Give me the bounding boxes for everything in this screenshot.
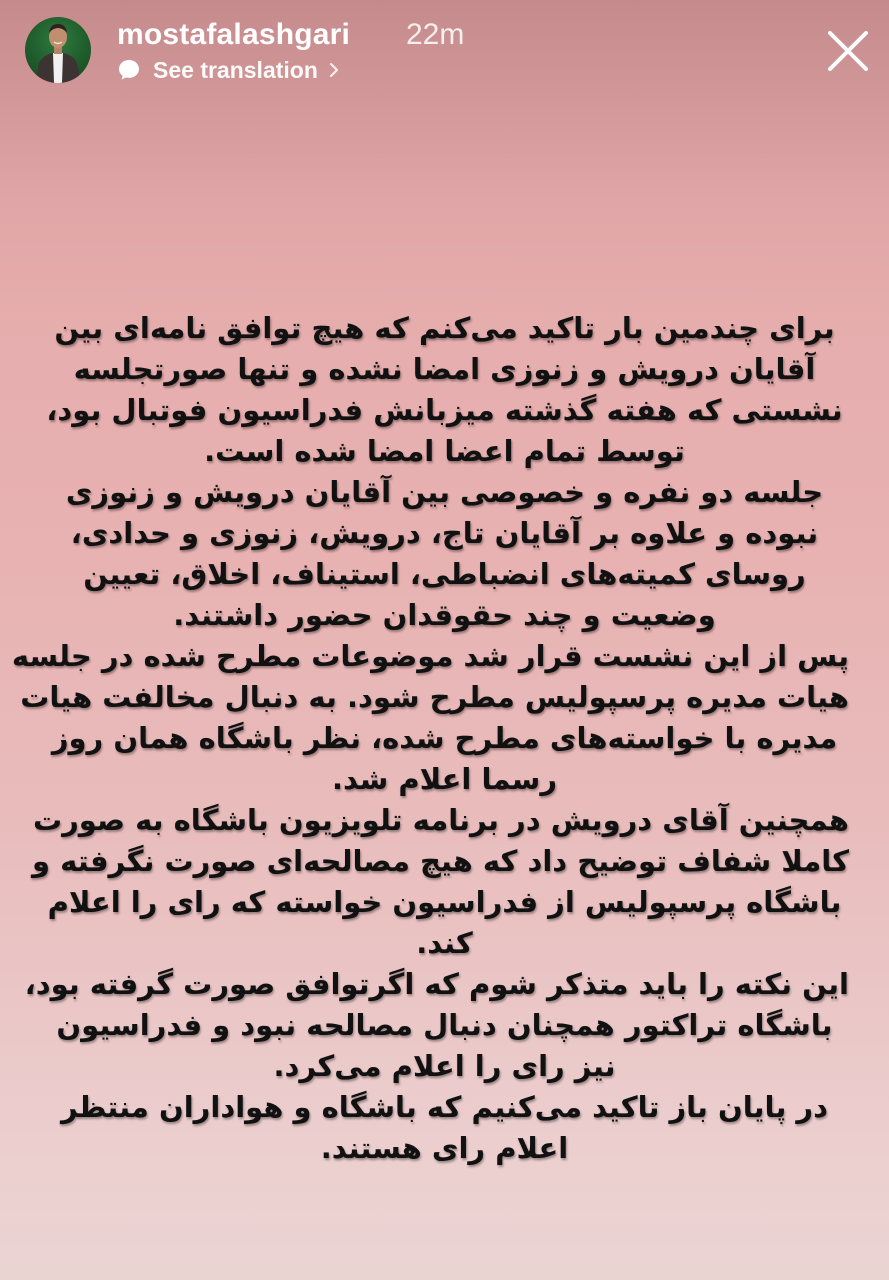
story-paragraph-4 [32, 800, 849, 964]
close-button[interactable] [825, 28, 871, 74]
story-line: توسط تمام اعضا امضا شده است. [204, 434, 685, 468]
story-line: پس از این نشست قرار شد موضوعات مطرح شده در جلسه [11, 639, 849, 673]
story-line: در پایان باز تاکید می‌کنیم که باشگاه و هواداران منتظر [60, 1090, 829, 1124]
story-line: روسای کمیته‌های انضباطی، استیناف، اخلاق، تعیین [83, 557, 806, 591]
story-line: کاملا شفاف توضیح داد که هیچ مصالحه‌ای صورت نگرفته و [32, 844, 849, 878]
story-line: نبوده و علاوه بر آقایان تاج، درویش، زنوزی و حدادی، [70, 516, 819, 550]
story-paragraph-2 [40, 472, 849, 636]
story-line: برای چندمین بار تاکید می‌کنم که هیچ توافق نامه‌ای بین [54, 311, 835, 345]
close-icon [825, 28, 871, 74]
story-line: همچنین آقای درویش در برنامه تلویزیون باشگاه به صورت [32, 803, 849, 837]
chevron-right-icon [328, 61, 340, 79]
story-line: هیات مدیره پرسپولیس مطرح شود. به دنبال مخالفت هیات [20, 680, 849, 714]
post-timestamp: 22m [406, 18, 465, 51]
story-paragraph-6 [40, 1087, 849, 1169]
story-paragraph-3 [11, 636, 849, 800]
story-line: این نکته را باید متذکر شوم که اگرتوافق صورت گرفته بود، [24, 967, 849, 1001]
story-line: آقایان درویش و زنوزی امضا نشده و تنها صورتجلسه [73, 352, 816, 386]
story-line: کند. [416, 926, 473, 960]
avatar[interactable] [25, 17, 91, 83]
story-line: اعلام رای هستند. [320, 1131, 569, 1165]
story-line: نشستی که هفته گذشته میزبانش فدراسیون فوتبال بود، [46, 393, 843, 427]
story-header [0, 0, 889, 100]
speech-bubble-icon [117, 58, 141, 82]
story-line: جلسه دو نفره و خصوصی بین آقایان درویش و زنوزی [65, 475, 824, 509]
story-paragraph-1 [40, 308, 849, 472]
story-line: رسما اعلام شد. [331, 762, 558, 796]
story-line: مدیره با خواسته‌های مطرح شده، نظر باشگاه همان روز [51, 721, 838, 755]
avatar-photo [25, 17, 91, 83]
story-line: نیز رای را اعلام می‌کرد. [273, 1049, 616, 1083]
see-translation-link[interactable] [117, 55, 340, 85]
story-line: باشگاه پرسپولیس از فدراسیون خواسته که رای را اعلام [47, 885, 842, 919]
story-line: وضعیت و چند حقوقدان حضور داشتند. [173, 598, 716, 632]
story-paragraph-5 [24, 964, 849, 1087]
story-text-block [11, 308, 849, 1169]
username[interactable]: mostafalashgari [117, 18, 351, 51]
story-line: باشگاه تراکتور همچنان دنبال مصالحه نبود و فدراسیون [56, 1008, 833, 1042]
see-translation-label: See translation [153, 56, 318, 83]
